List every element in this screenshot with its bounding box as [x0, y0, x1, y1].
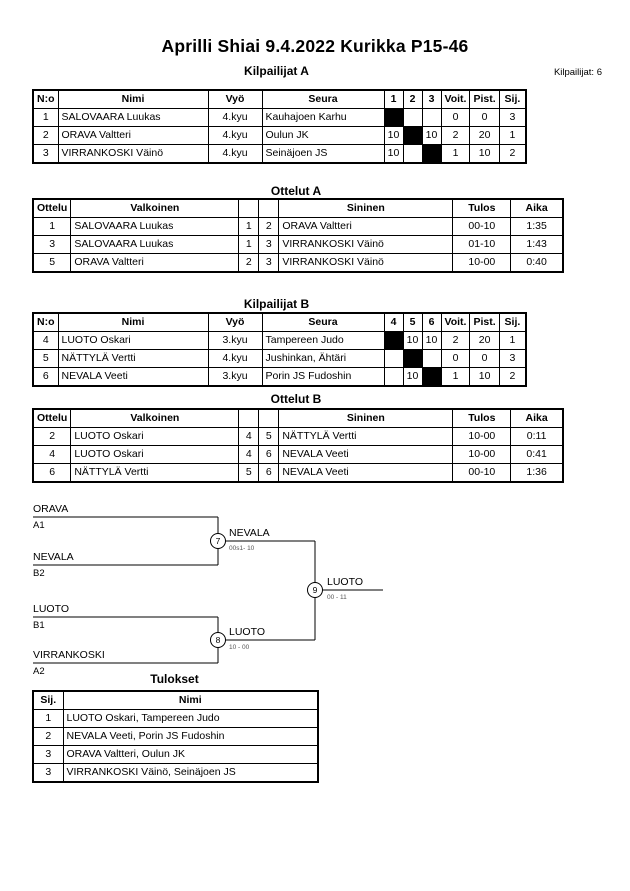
matches-b-table — [32, 408, 564, 483]
matches-b-title: Ottelut B — [270, 392, 322, 406]
table-row — [33, 127, 526, 145]
col-place: Sij. — [499, 90, 526, 109]
cell-blue: NEVALA Veeti — [279, 464, 453, 483]
cell-time: 0:40 — [511, 254, 563, 273]
cell-no: 4 — [33, 332, 58, 350]
cell-place: 1 — [33, 710, 63, 728]
table-row — [33, 254, 563, 273]
col-time: Aika — [511, 409, 563, 428]
cell-no: 1 — [33, 109, 58, 127]
table-row — [33, 746, 318, 764]
cell-club: Porin JS Fudoshin — [262, 368, 384, 387]
bracket-slot-name: VIRRANKOSKI — [33, 649, 105, 661]
elimination-bracket — [0, 495, 630, 691]
cell-match: 6 — [33, 464, 71, 483]
cell-time: 1:35 — [511, 218, 563, 236]
bracket-slot-name: ORAVA — [33, 503, 69, 515]
matches-a-table — [32, 198, 564, 273]
col-name: Nimi — [58, 313, 208, 332]
cell-diagonal — [422, 145, 441, 164]
cell-no: 2 — [33, 127, 58, 145]
col-points: Pist. — [470, 313, 499, 332]
col-result: Tulos — [453, 409, 511, 428]
table-row — [33, 728, 318, 746]
cell-blue-no: 3 — [259, 236, 279, 254]
cell-place: 1 — [499, 332, 526, 350]
col-no: N:o — [33, 90, 58, 109]
table-header-row — [33, 691, 318, 710]
col-place: Sij. — [499, 313, 526, 332]
cell-place: 3 — [33, 764, 63, 783]
col-4: 4 — [384, 313, 403, 332]
cell-white: NÄTTYLÄ Vertti — [71, 464, 239, 483]
cell-diagonal — [422, 368, 441, 387]
semi1-winner: NEVALA — [229, 527, 270, 539]
cell-result: 10-00 — [453, 254, 511, 273]
cell-club: Seinäjoen JS — [262, 145, 384, 164]
col-wins: Voit. — [441, 313, 470, 332]
cell-blue-no: 6 — [259, 464, 279, 483]
col-3: 3 — [422, 90, 441, 109]
col-result: Tulos — [453, 199, 511, 218]
table-row — [33, 109, 526, 127]
pool-a-title: Kilpailijat A — [244, 64, 309, 78]
matches-a-title: Ottelut A — [270, 184, 322, 198]
col-white-no — [239, 199, 259, 218]
cell-belt: 4.kyu — [208, 350, 262, 368]
col-white-no — [239, 409, 259, 428]
cell-belt: 4.kyu — [208, 127, 262, 145]
cell-score: 10 — [422, 127, 441, 145]
match-number: 8 — [215, 635, 221, 645]
col-name: Nimi — [58, 90, 208, 109]
cell-name: LUOTO Oskari, Tampereen Judo — [63, 710, 318, 728]
cell-result: 00-10 — [453, 218, 511, 236]
col-belt: Vyö — [208, 313, 262, 332]
cell-club: Jushinkan, Ähtäri — [262, 350, 384, 368]
col-blue-no — [259, 199, 279, 218]
cell-score: 10 — [403, 368, 422, 387]
cell-score: 10 — [384, 145, 403, 164]
bracket-slot-seed: A1 — [33, 520, 45, 531]
cell-result: 10-00 — [453, 428, 511, 446]
cell-wins: 1 — [441, 368, 470, 387]
col-wins: Voit. — [441, 90, 470, 109]
cell-name: ORAVA Valtteri, Oulun JK — [63, 746, 318, 764]
cell-match: 4 — [33, 446, 71, 464]
col-club: Seura — [262, 90, 384, 109]
cell-diagonal — [384, 109, 403, 127]
col-white: Valkoinen — [71, 199, 239, 218]
final-winner: LUOTO — [327, 576, 363, 588]
cell-blue-no: 6 — [259, 446, 279, 464]
cell-white-no: 1 — [239, 218, 259, 236]
cell-score: 10 — [422, 332, 441, 350]
cell-time: 1:43 — [511, 236, 563, 254]
bracket-slot-name: LUOTO — [33, 603, 69, 615]
cell-match: 5 — [33, 254, 71, 273]
cell-score — [422, 109, 441, 127]
table-header-row — [33, 90, 526, 109]
cell-blue: NEVALA Veeti — [279, 446, 453, 464]
results-title: Tulokset — [150, 672, 199, 686]
cell-place: 2 — [33, 728, 63, 746]
cell-place: 3 — [499, 109, 526, 127]
cell-name: ORAVA Valtteri — [58, 127, 208, 145]
bracket-slot-seed: B1 — [33, 620, 45, 631]
cell-name: NÄTTYLÄ Vertti — [58, 350, 208, 368]
semi1-score: 00s1- 10 — [229, 545, 255, 552]
col-5: 5 — [403, 313, 422, 332]
col-points: Pist. — [470, 90, 499, 109]
page-title: Aprilli Shiai 9.4.2022 Kurikka P15-46 — [161, 36, 469, 56]
bracket-lines — [33, 517, 383, 663]
table-row — [33, 464, 563, 483]
cell-white: LUOTO Oskari — [71, 446, 239, 464]
cell-blue-no: 2 — [259, 218, 279, 236]
results-table — [32, 690, 319, 783]
col-place: Sij. — [33, 691, 63, 710]
cell-time: 0:11 — [511, 428, 563, 446]
cell-belt: 4.kyu — [208, 109, 262, 127]
cell-score: 10 — [384, 127, 403, 145]
cell-blue-no: 3 — [259, 254, 279, 273]
cell-score: 10 — [403, 332, 422, 350]
cell-name: SALOVAARA Luukas — [58, 109, 208, 127]
cell-score — [403, 109, 422, 127]
col-blue-no — [259, 409, 279, 428]
cell-club: Oulun JK — [262, 127, 384, 145]
col-name: Nimi — [63, 691, 318, 710]
cell-place: 2 — [499, 145, 526, 164]
cell-white-no: 5 — [239, 464, 259, 483]
cell-result: 10-00 — [453, 446, 511, 464]
cell-wins: 2 — [441, 332, 470, 350]
cell-belt: 4.kyu — [208, 145, 262, 164]
pool-a-table — [32, 89, 527, 164]
col-1: 1 — [384, 90, 403, 109]
cell-wins: 0 — [441, 109, 470, 127]
cell-score — [384, 350, 403, 368]
cell-blue: VIRRANKOSKI Väinö — [279, 236, 453, 254]
col-time: Aika — [511, 199, 563, 218]
cell-place: 1 — [499, 127, 526, 145]
cell-white: SALOVAARA Luukas — [71, 236, 239, 254]
bracket-slot-name: NEVALA — [33, 551, 74, 563]
table-row — [33, 446, 563, 464]
cell-name: NEVALA Veeti, Porin JS Fudoshin — [63, 728, 318, 746]
semi2-winner: LUOTO — [229, 626, 265, 638]
cell-name: VIRRANKOSKI Väinö, Seinäjoen JS — [63, 764, 318, 783]
col-white: Valkoinen — [71, 409, 239, 428]
cell-white-no: 2 — [239, 254, 259, 273]
bracket-slot-seed: A2 — [33, 666, 45, 677]
pool-b-title: Kilpailijat B — [243, 297, 310, 311]
bracket-slot-seed: B2 — [33, 568, 45, 579]
cell-club: Kauhajoen Karhu — [262, 109, 384, 127]
cell-match: 2 — [33, 428, 71, 446]
cell-white: ORAVA Valtteri — [71, 254, 239, 273]
cell-time: 0:41 — [511, 446, 563, 464]
table-row — [33, 236, 563, 254]
cell-score — [403, 145, 422, 164]
cell-score — [384, 368, 403, 387]
table-row — [33, 218, 563, 236]
cell-white-no: 4 — [239, 428, 259, 446]
table-row — [33, 332, 526, 350]
cell-blue: VIRRANKOSKI Väinö — [279, 254, 453, 273]
cell-name: NEVALA Veeti — [58, 368, 208, 387]
cell-points: 0 — [470, 350, 499, 368]
cell-points: 10 — [470, 145, 499, 164]
table-row — [33, 710, 318, 728]
semi2-score: 10 - 00 — [229, 644, 250, 651]
table-row — [33, 145, 526, 164]
table-header-row — [33, 313, 526, 332]
cell-result: 00-10 — [453, 464, 511, 483]
col-blue: Sininen — [279, 409, 453, 428]
table-row — [33, 764, 318, 783]
cell-white: LUOTO Oskari — [71, 428, 239, 446]
cell-time: 1:36 — [511, 464, 563, 483]
cell-club: Tampereen Judo — [262, 332, 384, 350]
cell-belt: 3.kyu — [208, 368, 262, 387]
cell-points: 10 — [470, 368, 499, 387]
cell-no: 3 — [33, 145, 58, 164]
cell-wins: 2 — [441, 127, 470, 145]
cell-blue-no: 5 — [259, 428, 279, 446]
competitor-count: Kilpailijat: 6 — [553, 67, 602, 78]
cell-place: 3 — [499, 350, 526, 368]
cell-diagonal — [403, 350, 422, 368]
match-number: 7 — [215, 536, 221, 546]
cell-blue: NÄTTYLÄ Vertti — [279, 428, 453, 446]
cell-points: 20 — [470, 332, 499, 350]
table-row — [33, 428, 563, 446]
cell-name: LUOTO Oskari — [58, 332, 208, 350]
cell-white: SALOVAARA Luukas — [71, 218, 239, 236]
col-2: 2 — [403, 90, 422, 109]
cell-no: 5 — [33, 350, 58, 368]
col-no: N:o — [33, 313, 58, 332]
cell-place: 3 — [33, 746, 63, 764]
col-match: Ottelu — [33, 409, 71, 428]
pool-b-table — [32, 312, 527, 387]
cell-points: 20 — [470, 127, 499, 145]
cell-diagonal — [384, 332, 403, 350]
cell-score — [422, 350, 441, 368]
cell-white-no: 1 — [239, 236, 259, 254]
cell-wins: 0 — [441, 350, 470, 368]
col-6: 6 — [422, 313, 441, 332]
final-score: 00 - 11 — [327, 594, 347, 601]
cell-match: 1 — [33, 218, 71, 236]
table-header-row — [33, 199, 563, 218]
col-match: Ottelu — [33, 199, 71, 218]
cell-points: 0 — [470, 109, 499, 127]
cell-belt: 3.kyu — [208, 332, 262, 350]
cell-no: 6 — [33, 368, 58, 387]
table-row — [33, 350, 526, 368]
cell-wins: 1 — [441, 145, 470, 164]
match-number: 9 — [312, 585, 318, 595]
cell-diagonal — [403, 127, 422, 145]
cell-match: 3 — [33, 236, 71, 254]
cell-name: VIRRANKOSKI Väinö — [58, 145, 208, 164]
col-club: Seura — [262, 313, 384, 332]
col-blue: Sininen — [279, 199, 453, 218]
cell-white-no: 4 — [239, 446, 259, 464]
table-header-row — [33, 409, 563, 428]
table-row — [33, 368, 526, 387]
cell-blue: ORAVA Valtteri — [279, 218, 453, 236]
col-belt: Vyö — [208, 90, 262, 109]
cell-result: 01-10 — [453, 236, 511, 254]
cell-place: 2 — [499, 368, 526, 387]
bracket-match-nodes — [211, 534, 323, 648]
